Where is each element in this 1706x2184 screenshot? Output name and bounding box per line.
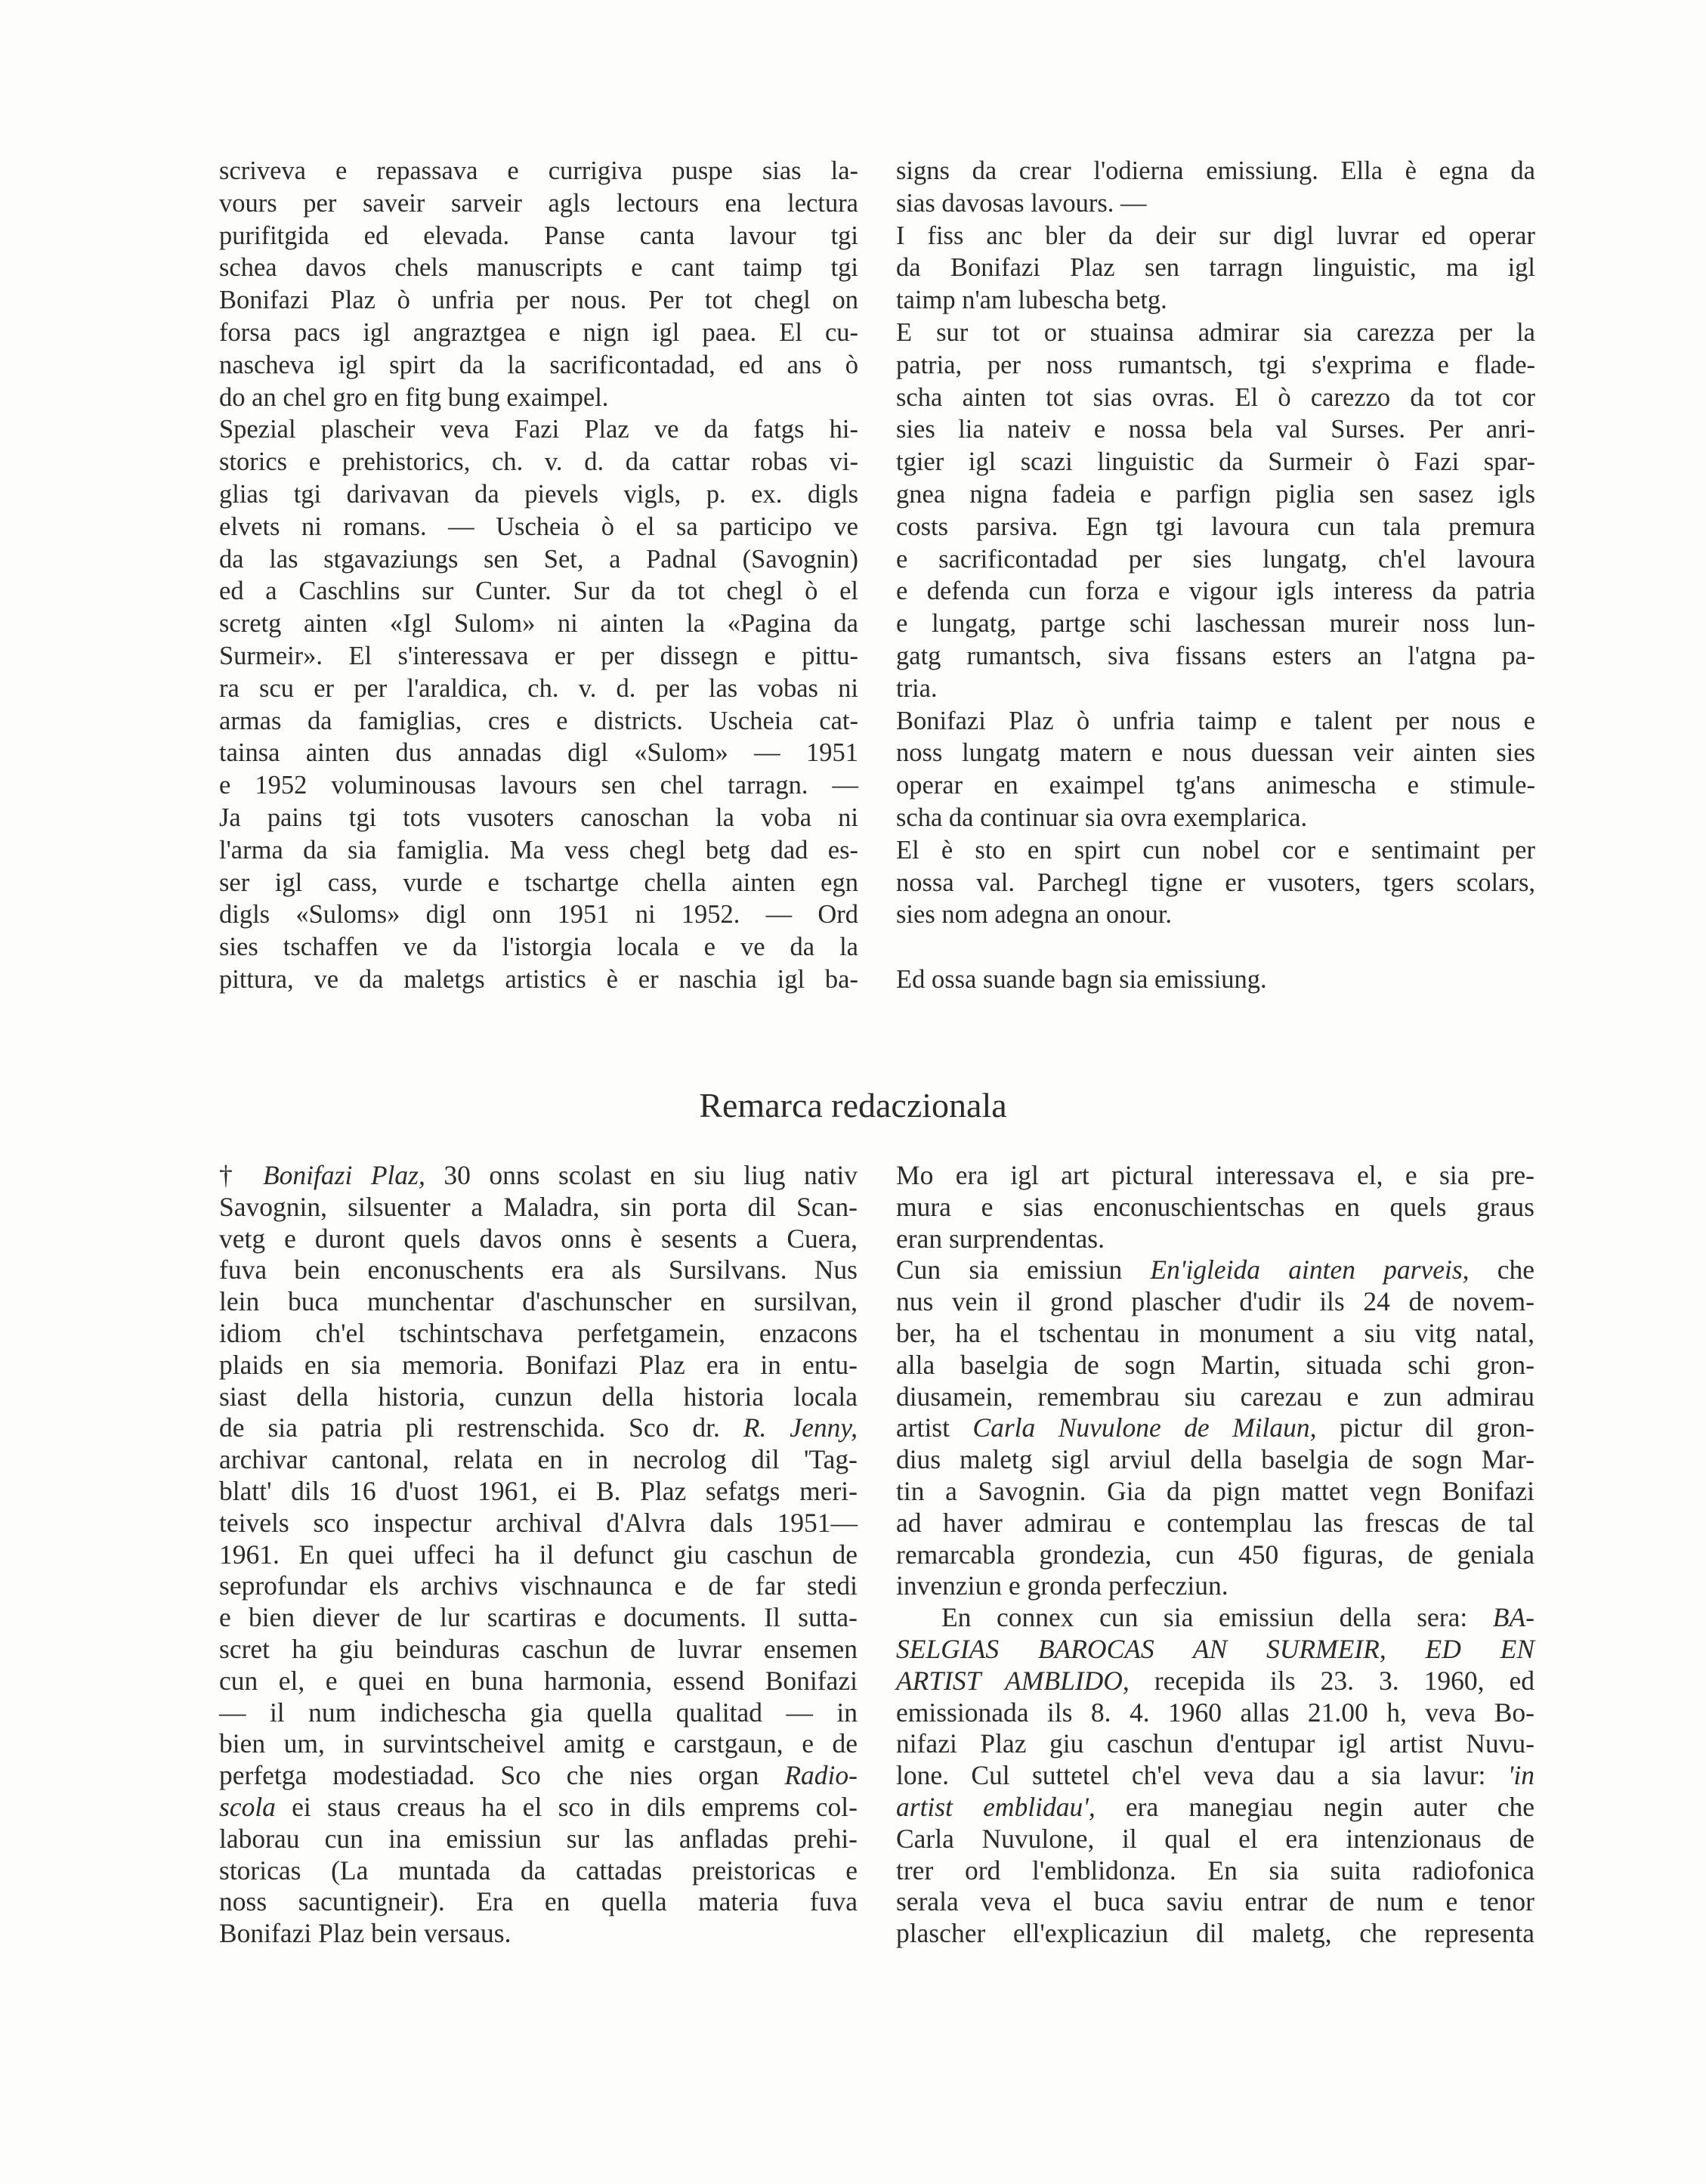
text-line: noss lungatg matern e nous duessan veir ainten sies: [896, 738, 1535, 768]
text-line: plascher ell'explicaziun dil maletg, che representa: [896, 1918, 1534, 1949]
text-line: mura e sias enconuschientschas en quels graus: [896, 1191, 1534, 1222]
text-line: e bien diever de lur scartiras e documents. Il sutta-: [219, 1602, 858, 1633]
text-line: schea davos chels manuscripts e cant taimp tgi: [219, 253, 858, 283]
text-line: † Bonifazi Plaz, 30 onns scolast en siu liug nativ: [219, 1160, 858, 1190]
text-line: sies lia nateiv e nossa bela val Surses. Per anri-: [896, 415, 1535, 444]
text-line: sias davosas lavours. —: [896, 188, 1147, 218]
text-line: Bonifazi Plaz ò unfria taimp e talent per nous e: [896, 706, 1535, 735]
text-line: archivar cantonal, relata en in necrolog dil 'Tag-: [219, 1444, 858, 1475]
bottom-right-column: [896, 1160, 1534, 1950]
text-line: ARTIST AMBLIDO, recepida ils 23. 3. 1960, ed: [896, 1665, 1534, 1696]
text-line: En connex cun sia emissiun della sera: BA-: [941, 1602, 1534, 1633]
text-line: purifitgida ed elevada. Panse canta lavour tgi: [219, 221, 858, 250]
text-line: pittura, ve da maletgs artistics è er naschia igl ba-: [219, 964, 858, 994]
text-line: perfetga modestiadad. Sco che nies organ Radio-: [219, 1760, 858, 1791]
text-line: 1961. En quei uffeci ha il defunct giu caschun de: [219, 1539, 858, 1570]
paragraph-block: [219, 155, 858, 996]
text-line: eran surprendentas.: [896, 1223, 1105, 1254]
text-line: storicas (La muntada da cattadas preistoricas e: [219, 1855, 858, 1885]
text-line: tainsa ainten dus annadas digl «Sulom» — 1951: [219, 738, 858, 768]
text-line: taimp n'am lubescha betg.: [896, 286, 1167, 315]
text-line: artist emblidau', era manegiau negin auter che: [896, 1791, 1534, 1822]
text-line: ra scu er per l'araldica, ch. v. d. per las vobas ni: [219, 673, 858, 703]
text-line: tgier igl scazi linguistic da Surmeir ò Fazi spar-: [896, 447, 1535, 477]
text-line: nascheva igl spirt da la sacrificontadad, ed ans ò: [219, 350, 858, 379]
text-line: e lungatg, partge schi laschessan mureir noss lun-: [896, 609, 1535, 639]
text-line: e 1952 voluminousas lavours sen chel tarragn. —: [219, 771, 858, 800]
text-line: artist Carla Nuvulone de Milaun, pictur dil gron-: [896, 1412, 1534, 1443]
text-line: scret ha giu beinduras caschun de luvrar ensemen: [219, 1633, 858, 1664]
text-line: laborau cun ina emissiun sur las anfladas prehi-: [219, 1823, 858, 1854]
text-line: Cun sia emissiun En'igleida ainten parveis, che: [896, 1254, 1535, 1285]
text-line: idiom ch'el tschintschava perfetgamein, enzacons: [219, 1317, 858, 1348]
text-line: alla baselgia de sogn Martin, situada schi gron-: [896, 1349, 1534, 1380]
text-line: operar en exaimpel tg'ans animescha e stimule-: [896, 771, 1535, 800]
text-line: da las stgavaziungs sen Set, a Padnal (Savognin): [219, 544, 858, 574]
text-line: ad haver admirau e contemplau las frescas de tal: [896, 1507, 1534, 1538]
text-line: sies tschaffen ve da l'istorgia locala e ve da la: [219, 933, 858, 962]
text-line: costs parsiva. Egn tgi lavoura cun tala premura: [896, 512, 1535, 541]
text-line: Spezial plascheir veva Fazi Plaz ve da fatgs hi-: [219, 415, 858, 444]
text-line: gatg rumantsch, siva fissans esters an l'atgna pa-: [896, 641, 1535, 670]
text-line: Savognin, silsuenter a Maladra, sin porta dil Scan-: [219, 1191, 858, 1222]
text-line: noss sacuntigneir). Era en quella materia fuva: [219, 1886, 858, 1917]
text-line: — il num indichescha gia quella qualitad — in: [219, 1697, 858, 1728]
text-line: ed a Caschlins sur Cunter. Sur da tot chegl ò el: [219, 577, 858, 606]
text-line: do an chel gro en fitg bung exaimpel.: [219, 382, 609, 412]
paragraph-block: [896, 155, 1535, 996]
text-line: e sacrificontadad per sies lungatg, ch'el lavoura: [896, 544, 1535, 574]
text-line: forsa pacs igl angraztgea e nign igl paea. El cu-: [219, 317, 858, 347]
text-line: Mo era igl art pictural interessava el, e sia pre-: [896, 1160, 1534, 1190]
text-line: nifazi Plaz giu caschun d'entupar igl artist Nuvu-: [896, 1728, 1534, 1759]
text-line: SELGIAS BAROCAS AN SURMEIR, ED EN: [896, 1633, 1534, 1664]
text-line: plaids en sia memoria. Bonifazi Plaz era in entu-: [219, 1349, 858, 1380]
text-line: nus vein il grond plascher d'udir ils 24 de novem-: [896, 1286, 1534, 1317]
text-line: diusamein, remembrau siu carezau e zun admirau: [896, 1381, 1534, 1412]
text-line: fuva bein enconuschents era als Sursilvans. Nus: [219, 1254, 858, 1285]
text-line: invenziun e gronda perfecziun.: [896, 1570, 1229, 1601]
bottom-left-column: [219, 1160, 858, 1950]
text-line: patria, per noss rumantsch, tgi s'exprima e flade-: [896, 350, 1535, 379]
text-line: gnea nigna fadeia e parfign piglia sen sasez igls: [896, 479, 1535, 509]
text-line: digls «Suloms» digl onn 1951 ni 1952. — Ord: [219, 900, 858, 930]
blank-line: [896, 931, 1535, 964]
text-line: ber, ha el tschentau in monument a siu vitg natal,: [896, 1317, 1534, 1348]
text-line: nossa val. Parchegl tigne er vusoters, tgers scolars,: [896, 868, 1535, 897]
text-line: de sia patria pli restrenschida. Sco dr. R. Jenny,: [219, 1412, 858, 1443]
text-line: El è sto en spirt cun nobel cor e sentimaint per: [896, 835, 1535, 865]
text-line: I fiss anc bler da deir sur digl luvrar ed operar: [896, 221, 1535, 250]
text-line: emissionada ils 8. 4. 1960 allas 21.00 h, veva Bo-: [896, 1697, 1534, 1728]
top-right-column: [896, 155, 1535, 996]
paragraph-block: [219, 1160, 858, 1950]
text-line: storics e prehistorics, ch. v. d. da cattar robas vi-: [219, 447, 858, 477]
section-heading: Remarca redaczionala: [699, 1086, 1007, 1124]
text-line: Ja pains tgi tots vusoters canoschan la voba ni: [219, 803, 858, 832]
text-line: scha ainten tot sias ovras. El ò carezzo da tot cor: [896, 382, 1535, 412]
text-line: elvets ni romans. — Uscheia ò el sa participo ve: [219, 512, 858, 541]
top-left-column: [219, 155, 858, 996]
text-line: da Bonifazi Plaz sen tarragn linguistic, ma igl: [896, 253, 1535, 283]
text-line: blatt' dils 16 d'uost 1961, ei B. Plaz sefatgs meri-: [219, 1475, 858, 1506]
text-line: Bonifazi Plaz bein versaus.: [219, 1918, 511, 1949]
text-line: Bonifazi Plaz ò unfria per nous. Per tot chegl on: [219, 286, 858, 315]
text-line: dius maletg sigl arviul della baselgia de sogn Mar-: [896, 1444, 1534, 1475]
text-line: cun el, e quei en buna harmonia, essend Bonifazi: [219, 1665, 858, 1696]
text-line: tin a Savognin. Gia da pign mattet vegn Bonifazi: [896, 1475, 1534, 1506]
text-line: teivels sco inspectur archival d'Alvra dals 1951—: [219, 1507, 858, 1538]
text-line: e defenda cun forza e vigour igls interess da patria: [896, 577, 1535, 606]
text-line: lein buca munchentar d'aschunscher en sursilvan,: [219, 1286, 858, 1317]
text-line: scola ei staus creaus ha el sco in dils emprems col-: [219, 1791, 858, 1822]
text-line: remarcabla grondezia, cun 450 figuras, de geniala: [896, 1539, 1534, 1570]
text-line: serala veva el buca saviu entrar de num e tenor: [896, 1886, 1534, 1917]
text-line: siast della historia, cunzun della historia locala: [219, 1381, 858, 1412]
text-line: scriveva e repassava e currigiva puspe sias la-: [219, 156, 858, 185]
text-line: Ed ossa suande bagn sia emissiung.: [896, 964, 1267, 994]
text-line: lone. Cul suttetel ch'el veva dau a sia lavur: 'in: [896, 1760, 1534, 1791]
text-line: signs da crear l'odierna emissiung. Ella è egna da: [896, 156, 1535, 185]
text-line: vetg e duront quels davos onns è sesents a Cuera,: [219, 1223, 858, 1254]
text-line: armas da famiglias, cres e districts. Uscheia cat-: [219, 706, 858, 735]
text-line: Carla Nuvulone, il qual el era intenzionaus de: [896, 1823, 1534, 1854]
text-line: scha da continuar sia ovra exemplarica.: [896, 803, 1308, 832]
text-line: bien um, in survintscheivel amitg e carstgaun, e de: [219, 1728, 858, 1759]
paragraph-block: [896, 1160, 1534, 1950]
text-line: ser igl cass, vurde e tschartge chella ainten egn: [219, 868, 858, 897]
text-line: Surmeir». El s'interessava er per dissegn e pittu-: [219, 641, 858, 670]
text-line: l'arma da sia famiglia. Ma vess chegl betg dad es-: [219, 835, 858, 865]
text-line: E sur tot or stuainsa admirar sia carezza per la: [896, 317, 1535, 347]
text-line: vours per saveir sarveir agls lectours ena lectura: [219, 188, 858, 218]
text-line: sies nom adegna an onour.: [896, 900, 1173, 930]
text-line: trer ord l'emblidonza. En sia suita radiofonica: [896, 1855, 1534, 1885]
text-line: seprofundar els archivs vischnaunca e de far stedi: [219, 1570, 858, 1601]
text-line: scretg ainten «Igl Sulom» ni ainten la «Pagina da: [219, 609, 858, 639]
text-line: glias tgi darivavan da pievels vigls, p. ex. digls: [219, 479, 858, 509]
text-line: tria.: [896, 673, 938, 703]
